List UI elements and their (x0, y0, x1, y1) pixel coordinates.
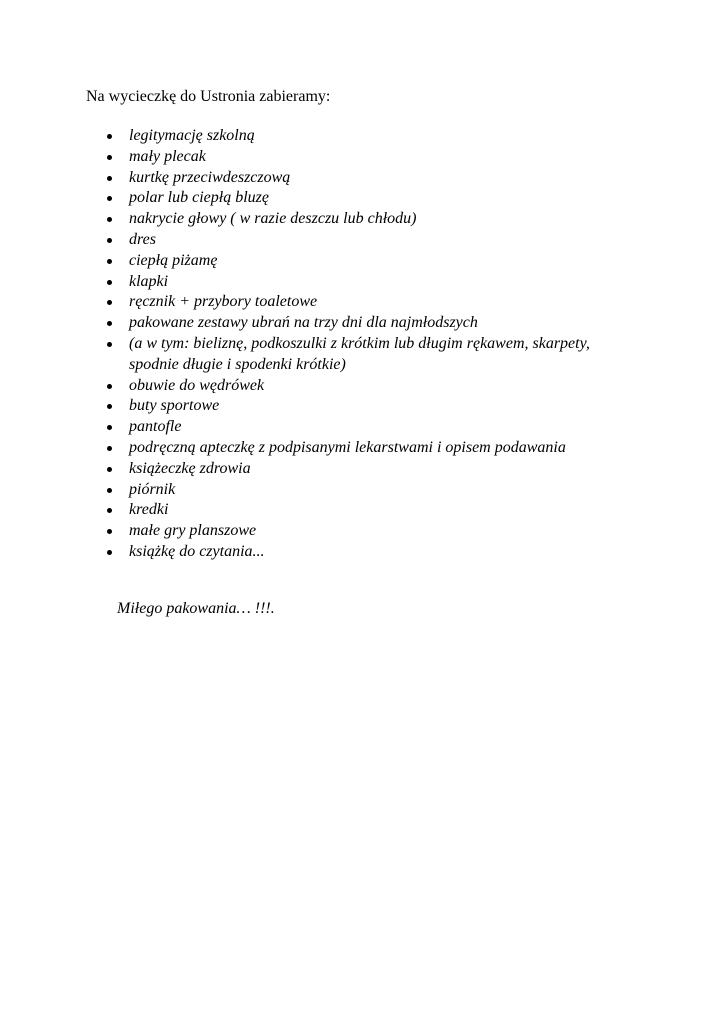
list-item-text: mały plecak (129, 147, 206, 165)
bullet-icon (107, 342, 112, 347)
list-item (0, 272, 639, 293)
list-item-text: małe gry planszowe (129, 522, 257, 540)
bullet-icon (107, 508, 112, 513)
list-item (0, 313, 639, 334)
list-item (0, 438, 639, 459)
bullet-icon (107, 300, 112, 305)
bullet-icon (107, 280, 112, 285)
bullet-icon (107, 467, 112, 472)
bullet-icon (107, 529, 112, 534)
list-item-text: piórnik (129, 480, 176, 498)
list-item (0, 480, 639, 501)
list-item-text: nakrycie głowy ( w razie deszczu lub chłodu) (129, 210, 417, 228)
bullet-icon (107, 384, 112, 389)
bullet-icon (107, 321, 112, 326)
list-item-text: podręczną apteczkę z podpisanymi lekarstwami i opisem podawania (129, 438, 566, 456)
list-item-text: kurtkę przeciwdeszczową (129, 168, 291, 186)
bullet-icon (107, 217, 112, 222)
list-item (0, 417, 639, 438)
list-item-text: dres (129, 230, 156, 248)
list-item (0, 292, 639, 313)
bullet-icon (107, 446, 112, 451)
bullet-icon (107, 196, 112, 201)
intro-text: Na wycieczkę do Ustronia zabieramy: (86, 88, 331, 105)
list-item (0, 188, 639, 209)
list-item (0, 230, 639, 251)
list-item (0, 168, 639, 189)
list-item (0, 147, 639, 168)
list-item (0, 126, 639, 147)
list-item-text: książeczkę zdrowia (129, 459, 251, 477)
bullet-icon (107, 259, 112, 264)
bullet-icon (107, 404, 112, 409)
packing-list (0, 126, 724, 563)
list-item (0, 542, 639, 563)
bullet-icon (107, 155, 112, 160)
list-item (0, 376, 639, 397)
bullet-icon (107, 488, 112, 493)
list-item-text: książkę do czytania... (129, 542, 265, 560)
bullet-icon (107, 176, 112, 181)
bullet-icon (107, 550, 112, 555)
list-item (0, 521, 639, 542)
list-item (0, 251, 639, 272)
list-item-text: obuwie do wędrówek (129, 376, 265, 394)
list-item (0, 396, 639, 417)
bullet-icon (107, 425, 112, 430)
list-item (0, 209, 639, 230)
list-item-text: kredki (129, 501, 169, 519)
list-item-text: ciepłą piżamę (129, 251, 218, 269)
list-item (0, 500, 639, 521)
bullet-icon (107, 238, 112, 243)
list-item-text: ręcznik + przybory toaletowe (129, 293, 318, 311)
list-item-text: legitymację szkolną (129, 127, 255, 144)
list-item-text: klapki (129, 272, 169, 290)
list-item (0, 459, 639, 480)
list-item-text: (a w tym: bieliznę, podkoszulki z krótkim lub długim rękawem, skarpety, spodnie długie i spodenki krótkie) (129, 334, 590, 373)
closing-text: Miłego pakowania… !!!. (117, 600, 275, 617)
bullet-icon (107, 134, 112, 139)
list-item-text: buty sportowe (129, 397, 220, 415)
list-item (0, 334, 639, 376)
list-item-text: pantofle (129, 418, 182, 436)
list-item-text: pakowane zestawy ubrań na trzy dni dla najmłodszych (129, 314, 478, 332)
list-item-text: polar lub ciepłą bluzę (129, 189, 269, 207)
